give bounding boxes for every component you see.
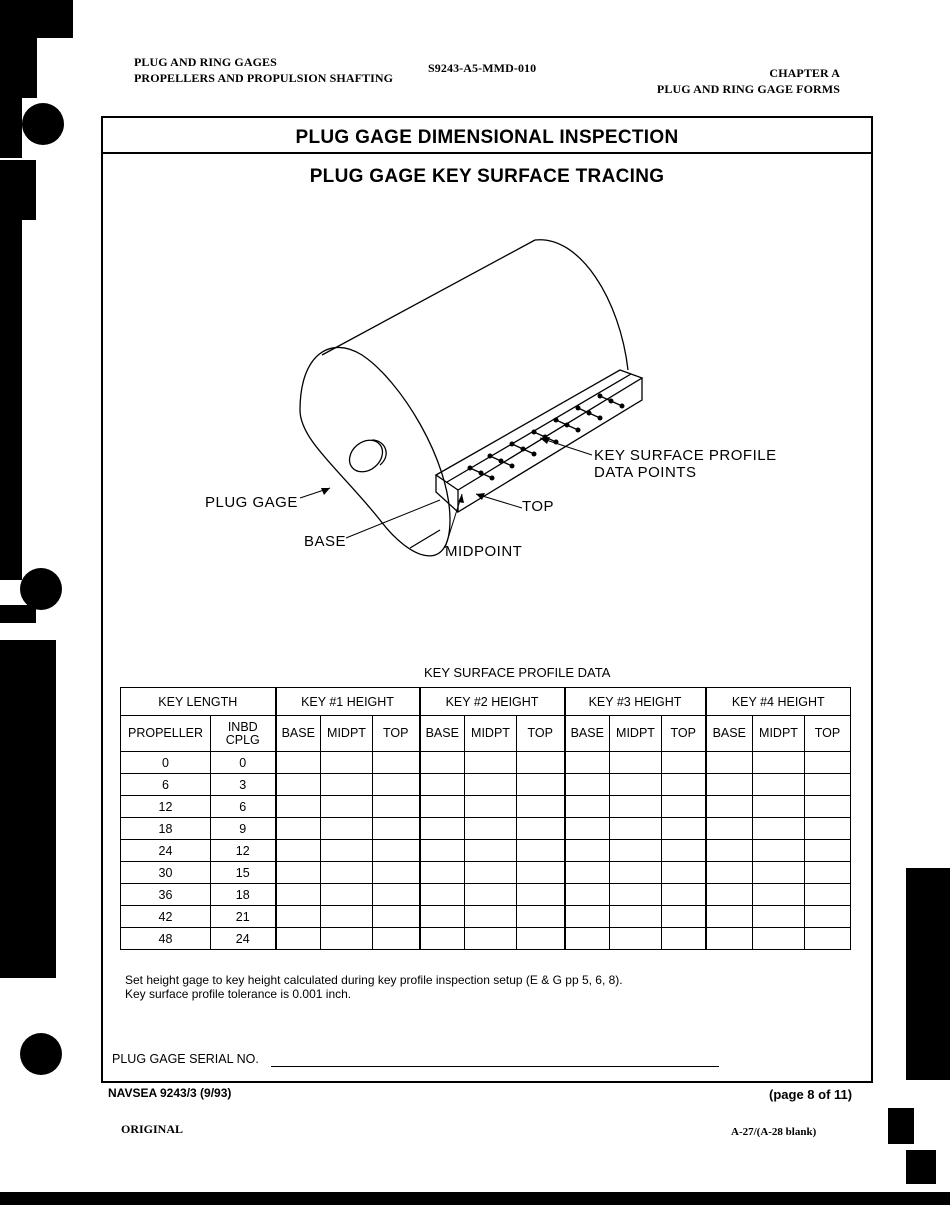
key3-midpt-entry[interactable] <box>610 840 662 862</box>
key3-top-entry[interactable] <box>662 774 706 796</box>
key4-midpt-entry[interactable] <box>753 796 805 818</box>
header-key2-midpt: MIDPT <box>465 716 517 752</box>
key3-base-entry[interactable] <box>565 862 610 884</box>
inspection-notes <box>125 973 623 1001</box>
key1-base-entry[interactable] <box>276 884 321 906</box>
key1-base-entry[interactable] <box>276 752 321 774</box>
key2-base-entry[interactable] <box>420 840 465 862</box>
header-doc-number: S9243-A5-MMD-010 <box>428 61 537 75</box>
header-key1-top: TOP <box>373 716 420 752</box>
key4-top-entry[interactable] <box>805 928 851 950</box>
inbd-cplg-length-cell: 3 <box>211 774 276 796</box>
key2-midpt-entry[interactable] <box>465 928 517 950</box>
key2-midpt-entry[interactable] <box>465 906 517 928</box>
cylinder-top-edge <box>322 240 535 355</box>
key1-top-entry[interactable] <box>373 752 420 774</box>
table-row <box>121 840 851 862</box>
header-key4-base: BASE <box>706 716 753 752</box>
key1-base-entry[interactable] <box>276 906 321 928</box>
label-midpoint: MIDPOINT <box>445 543 523 560</box>
header-key2-top: TOP <box>517 716 565 752</box>
footer-original: ORIGINAL <box>121 1122 184 1136</box>
key-surface-data-table <box>120 687 851 950</box>
table-group-header-row <box>121 688 851 716</box>
inbd-cplg-length-cell: 6 <box>211 796 276 818</box>
key1-midpt-entry[interactable] <box>321 752 373 774</box>
key2-midpt-entry[interactable] <box>465 774 517 796</box>
key2-base-entry[interactable] <box>420 906 465 928</box>
table-row <box>121 884 851 906</box>
key4-top-entry[interactable] <box>805 906 851 928</box>
key4-midpt-entry[interactable] <box>753 884 805 906</box>
key4-top-entry[interactable] <box>805 774 851 796</box>
serial-label: PLUG GAGE SERIAL NO. <box>112 1052 259 1066</box>
propeller-length-cell: 12 <box>121 796 211 818</box>
label-key-surface-line2: DATA POINTS <box>594 464 697 481</box>
table-row <box>121 906 851 928</box>
key2-base-entry[interactable] <box>420 928 465 950</box>
key4-top-entry[interactable] <box>805 840 851 862</box>
inbd-cplg-length-cell: 21 <box>211 906 276 928</box>
key3-midpt-entry[interactable] <box>610 906 662 928</box>
header-key4-height: KEY #4 HEIGHT <box>706 688 851 716</box>
table-sub-header-row <box>121 716 851 752</box>
key1-top-entry[interactable] <box>373 928 420 950</box>
key2-base-entry[interactable] <box>420 752 465 774</box>
key2-top-entry[interactable] <box>517 818 565 840</box>
key4-base-entry[interactable] <box>706 774 753 796</box>
note-line2: Key surface profile tolerance is 0.001 inch. <box>125 987 352 1001</box>
key3-top-entry[interactable] <box>662 906 706 928</box>
key2-top-entry[interactable] <box>517 840 565 862</box>
form-title: PLUG GAGE DIMENSIONAL INSPECTION <box>103 118 871 154</box>
key4-base-entry[interactable] <box>706 928 753 950</box>
header-section: PLUG AND RING GAGE FORMS <box>656 82 840 96</box>
key4-top-entry[interactable] <box>805 796 851 818</box>
key1-top-entry[interactable] <box>373 796 420 818</box>
key2-base-entry[interactable] <box>420 796 465 818</box>
key3-midpt-entry[interactable] <box>610 818 662 840</box>
key4-base-entry[interactable] <box>706 818 753 840</box>
key3-base-entry[interactable] <box>565 928 610 950</box>
key2-top-entry[interactable] <box>517 928 565 950</box>
key3-top-entry[interactable] <box>662 818 706 840</box>
header-propeller: PROPELLER <box>121 716 211 752</box>
table-caption: KEY SURFACE PROFILE DATA <box>424 665 611 680</box>
header-key4-top: TOP <box>805 716 851 752</box>
key2-base-entry[interactable] <box>420 818 465 840</box>
key4-base-entry[interactable] <box>706 906 753 928</box>
footer-page-of: (page 8 of 11) <box>769 1087 853 1102</box>
table-row <box>121 862 851 884</box>
key4-midpt-entry[interactable] <box>753 862 805 884</box>
header-key3-height: KEY #3 HEIGHT <box>565 688 706 716</box>
key2-midpt-entry[interactable] <box>465 818 517 840</box>
key2-midpt-entry[interactable] <box>465 840 517 862</box>
cylinder-back-curve <box>535 240 628 370</box>
propeller-length-cell: 36 <box>121 884 211 906</box>
header-inbd-cplg <box>211 716 276 752</box>
inbd-cplg-length-cell: 0 <box>211 752 276 774</box>
form-subtitle: PLUG GAGE KEY SURFACE TRACING <box>309 166 665 187</box>
key1-midpt-entry[interactable] <box>321 796 373 818</box>
header-key2-height: KEY #2 HEIGHT <box>420 688 565 716</box>
key1-base-entry[interactable] <box>276 818 321 840</box>
key1-midpt-entry[interactable] <box>321 840 373 862</box>
key3-midpt-entry[interactable] <box>610 884 662 906</box>
key3-midpt-entry[interactable] <box>610 752 662 774</box>
key1-midpt-entry[interactable] <box>321 906 373 928</box>
key3-midpt-entry[interactable] <box>610 862 662 884</box>
key1-top-entry[interactable] <box>373 906 420 928</box>
cylinder-front-face <box>300 347 450 555</box>
key3-base-entry[interactable] <box>565 906 610 928</box>
key4-midpt-entry[interactable] <box>753 818 805 840</box>
key3-base-entry[interactable] <box>565 774 610 796</box>
key4-top-entry[interactable] <box>805 884 851 906</box>
key1-top-entry[interactable] <box>373 774 420 796</box>
propeller-length-cell: 18 <box>121 818 211 840</box>
label-key-surface-line1: KEY SURFACE PROFILE <box>594 447 777 464</box>
header-chapter: CHAPTER A <box>769 66 840 80</box>
center-bore <box>343 434 389 479</box>
key4-midpt-entry[interactable] <box>753 752 805 774</box>
key3-base-entry[interactable] <box>565 796 610 818</box>
propeller-length-cell: 42 <box>121 906 211 928</box>
key4-midpt-entry[interactable] <box>753 840 805 862</box>
key2-top-entry[interactable] <box>517 906 565 928</box>
key3-top-entry[interactable] <box>662 796 706 818</box>
propeller-length-cell: 30 <box>121 862 211 884</box>
key4-top-entry[interactable] <box>805 862 851 884</box>
key3-top-entry[interactable] <box>662 752 706 774</box>
header-key4-midpt: MIDPT <box>753 716 805 752</box>
key1-top-entry[interactable] <box>373 818 420 840</box>
key3-top-entry[interactable] <box>662 928 706 950</box>
key1-midpt-entry[interactable] <box>321 862 373 884</box>
inbd-cplg-length-cell: 18 <box>211 884 276 906</box>
key3-midpt-entry[interactable] <box>610 928 662 950</box>
key1-base-entry[interactable] <box>276 928 321 950</box>
key4-top-entry[interactable] <box>805 818 851 840</box>
key2-base-entry[interactable] <box>420 862 465 884</box>
table-row <box>121 752 851 774</box>
key3-midpt-entry[interactable] <box>610 796 662 818</box>
key1-base-entry[interactable] <box>276 862 321 884</box>
key2-top-entry[interactable] <box>517 774 565 796</box>
header-key1-base: BASE <box>276 716 321 752</box>
label-base: BASE <box>304 533 347 550</box>
header-key3-base: BASE <box>565 716 610 752</box>
key4-base-entry[interactable] <box>706 752 753 774</box>
header-key-length: KEY LENGTH <box>121 688 276 716</box>
inbd-cplg-length-cell: 15 <box>211 862 276 884</box>
key2-midpt-entry[interactable] <box>465 862 517 884</box>
key2-top-entry[interactable] <box>517 796 565 818</box>
propeller-length-cell: 6 <box>121 774 211 796</box>
key3-base-entry[interactable] <box>565 752 610 774</box>
propeller-length-cell: 0 <box>121 752 211 774</box>
key1-base-entry[interactable] <box>276 774 321 796</box>
key4-base-entry[interactable] <box>706 796 753 818</box>
key3-base-entry[interactable] <box>565 818 610 840</box>
key1-base-entry[interactable] <box>276 796 321 818</box>
label-plug-gage: PLUG GAGE <box>205 494 298 511</box>
inbd-cplg-length-cell: 9 <box>211 818 276 840</box>
key1-midpt-entry[interactable] <box>321 774 373 796</box>
inbd-cplg-length-cell: 12 <box>211 840 276 862</box>
key1-top-entry[interactable] <box>373 862 420 884</box>
key4-base-entry[interactable] <box>706 884 753 906</box>
key2-midpt-entry[interactable] <box>465 796 517 818</box>
key1-base-entry[interactable] <box>276 840 321 862</box>
footer-form-number: NAVSEA 9243/3 (9/93) <box>108 1086 232 1100</box>
key2-top-entry[interactable] <box>517 752 565 774</box>
key4-midpt-entry[interactable] <box>753 928 805 950</box>
key1-top-entry[interactable] <box>373 840 420 862</box>
key1-midpt-entry[interactable] <box>321 884 373 906</box>
key4-midpt-entry[interactable] <box>753 774 805 796</box>
note-line1: Set height gage to key height calculated during key profile inspection setup (E & G pp 5, 6, 8). <box>125 973 623 987</box>
header-key3-midpt: MIDPT <box>610 716 662 752</box>
key1-midpt-entry[interactable] <box>321 928 373 950</box>
key2-midpt-entry[interactable] <box>465 884 517 906</box>
table-row <box>121 818 851 840</box>
table-row <box>121 796 851 818</box>
header-key2-base: BASE <box>420 716 465 752</box>
key2-base-entry[interactable] <box>420 884 465 906</box>
key1-top-entry[interactable] <box>373 884 420 906</box>
header-inbd: INBD <box>227 719 258 734</box>
table-body <box>121 752 851 950</box>
label-top: TOP <box>522 498 555 515</box>
key2-top-entry[interactable] <box>517 862 565 884</box>
header-key1-height: KEY #1 HEIGHT <box>276 688 420 716</box>
key-side <box>458 378 642 512</box>
key3-midpt-entry[interactable] <box>610 774 662 796</box>
footer-page-number: A-27/(A-28 blank) <box>731 1126 817 1138</box>
key1-midpt-entry[interactable] <box>321 818 373 840</box>
header-key1-midpt: MIDPT <box>321 716 373 752</box>
header-cplg: CPLG <box>225 732 260 747</box>
key3-top-entry[interactable] <box>662 884 706 906</box>
header-title-line1: PLUG AND RING GAGES <box>134 55 277 69</box>
propeller-length-cell: 24 <box>121 840 211 862</box>
table-row <box>121 774 851 796</box>
key2-midpt-entry[interactable] <box>465 752 517 774</box>
key4-midpt-entry[interactable] <box>753 906 805 928</box>
key4-top-entry[interactable] <box>805 752 851 774</box>
cylinder-bottom-edge <box>410 530 440 548</box>
key3-top-entry[interactable] <box>662 840 706 862</box>
propeller-length-cell: 48 <box>121 928 211 950</box>
key3-base-entry[interactable] <box>565 840 610 862</box>
key2-top-entry[interactable] <box>517 884 565 906</box>
key4-base-entry[interactable] <box>706 862 753 884</box>
header-title-line2: PROPELLERS AND PROPULSION SHAFTING <box>134 71 394 85</box>
key3-base-entry[interactable] <box>565 884 610 906</box>
serial-number-field[interactable] <box>271 1066 719 1067</box>
key2-base-entry[interactable] <box>420 774 465 796</box>
key3-top-entry[interactable] <box>662 862 706 884</box>
header-key3-top: TOP <box>662 716 706 752</box>
table-row <box>121 928 851 950</box>
inbd-cplg-length-cell: 24 <box>211 928 276 950</box>
label-key-surface-profile <box>594 447 777 481</box>
key4-base-entry[interactable] <box>706 840 753 862</box>
